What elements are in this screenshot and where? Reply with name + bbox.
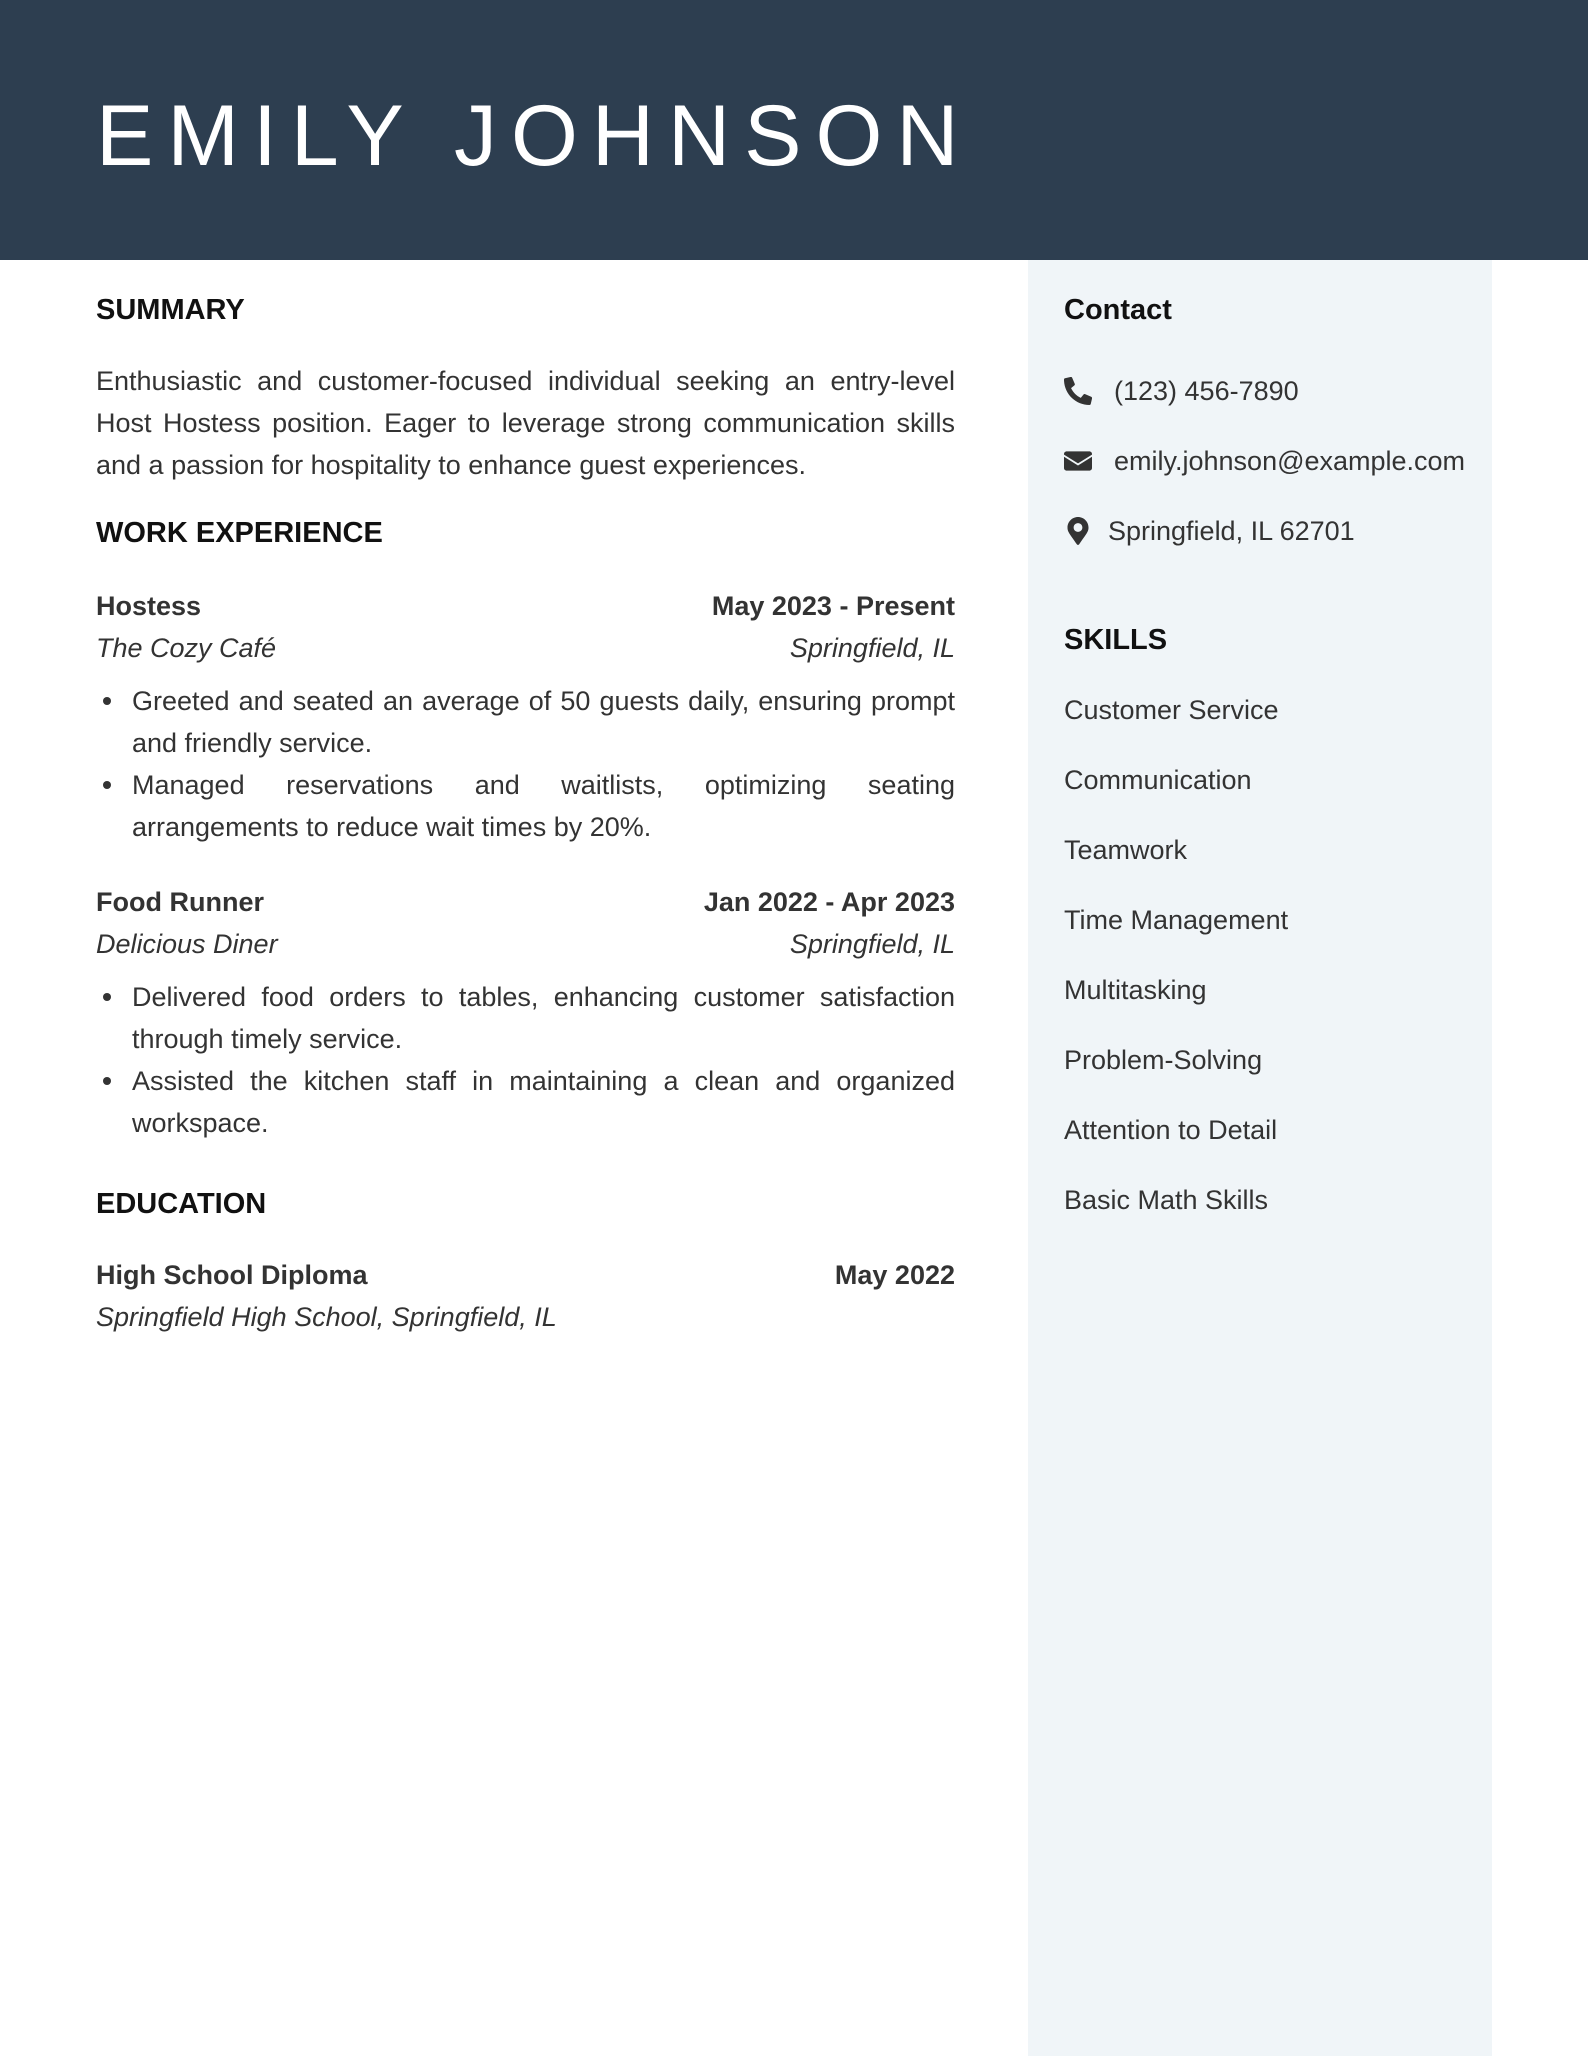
education-subheader [96, 1297, 955, 1337]
job-subheader [96, 924, 955, 964]
skill-item: Customer Service [1064, 695, 1279, 725]
job-role: Hostess [96, 590, 202, 621]
list-item: Managed reservations and waitlists, optimizing seating arrangements to reduce wait times by 20%. [96, 764, 955, 848]
list-item: Greeted and seated an average of 50 guests daily, ensuring prompt and friendly service. [96, 680, 955, 764]
candidate-name: EMILY JOHNSON [96, 88, 973, 184]
job-location: Springfield, IL [789, 632, 955, 663]
job-company: The Cozy Café [96, 632, 277, 663]
skill-item: Time Management [1064, 905, 1289, 935]
job-subheader [96, 628, 955, 668]
education-date: May 2022 [834, 1259, 955, 1290]
job-dates: May 2023 - Present [711, 590, 955, 621]
phone-icon [1064, 377, 1092, 405]
map-pin-icon [1064, 517, 1092, 545]
list-item: Assisted the kitchen staff in maintaining a clean and organized workspace. [96, 1060, 955, 1144]
skill-item: Problem-Solving [1064, 1045, 1263, 1075]
job-bullets [96, 976, 955, 1144]
phone-text: (123) 456-7890 [1114, 375, 1299, 406]
contact-address [1064, 511, 1355, 551]
contact-email[interactable] [1064, 441, 1465, 481]
job-location: Springfield, IL [789, 928, 955, 959]
address-text: Springfield, IL 62701 [1108, 515, 1355, 546]
skill-item: Basic Math Skills [1064, 1185, 1269, 1215]
contact-phone[interactable] [1064, 371, 1299, 411]
list-item: Delivered food orders to tables, enhancing customer satisfaction through timely service. [96, 976, 955, 1060]
job-header [96, 586, 955, 626]
envelope-icon [1064, 447, 1092, 475]
education-heading: EDUCATION [96, 1188, 267, 1220]
skill-item: Teamwork [1064, 835, 1188, 865]
skill-item: Multitasking [1064, 975, 1207, 1005]
education-header [96, 1255, 955, 1295]
education-degree: High School Diploma [96, 1259, 368, 1290]
job-header [96, 882, 955, 922]
job-bullets [96, 680, 955, 848]
skills-heading: SKILLS [1064, 624, 1168, 656]
sidebar [1028, 260, 1492, 2056]
job-company: Delicious Diner [96, 928, 278, 959]
skill-item: Attention to Detail [1064, 1115, 1278, 1145]
education-school: Springfield High School, Springfield, IL [96, 1301, 557, 1332]
summary-text: Enthusiastic and customer-focused individual seeking an entry-level Host Hostess position. Eager to leverage strong communication skills and a passion for hospitality to enhance guest experiences. [96, 366, 955, 480]
email-text: emily.johnson@example.com [1114, 445, 1466, 476]
work-heading: WORK EXPERIENCE [96, 517, 383, 549]
summary-heading: SUMMARY [96, 294, 245, 326]
job-role: Food Runner [96, 886, 264, 917]
job-dates: Jan 2022 - Apr 2023 [703, 886, 955, 917]
contact-heading: Contact [1064, 294, 1172, 326]
header-banner [0, 0, 1588, 260]
skill-item: Communication [1064, 765, 1252, 795]
